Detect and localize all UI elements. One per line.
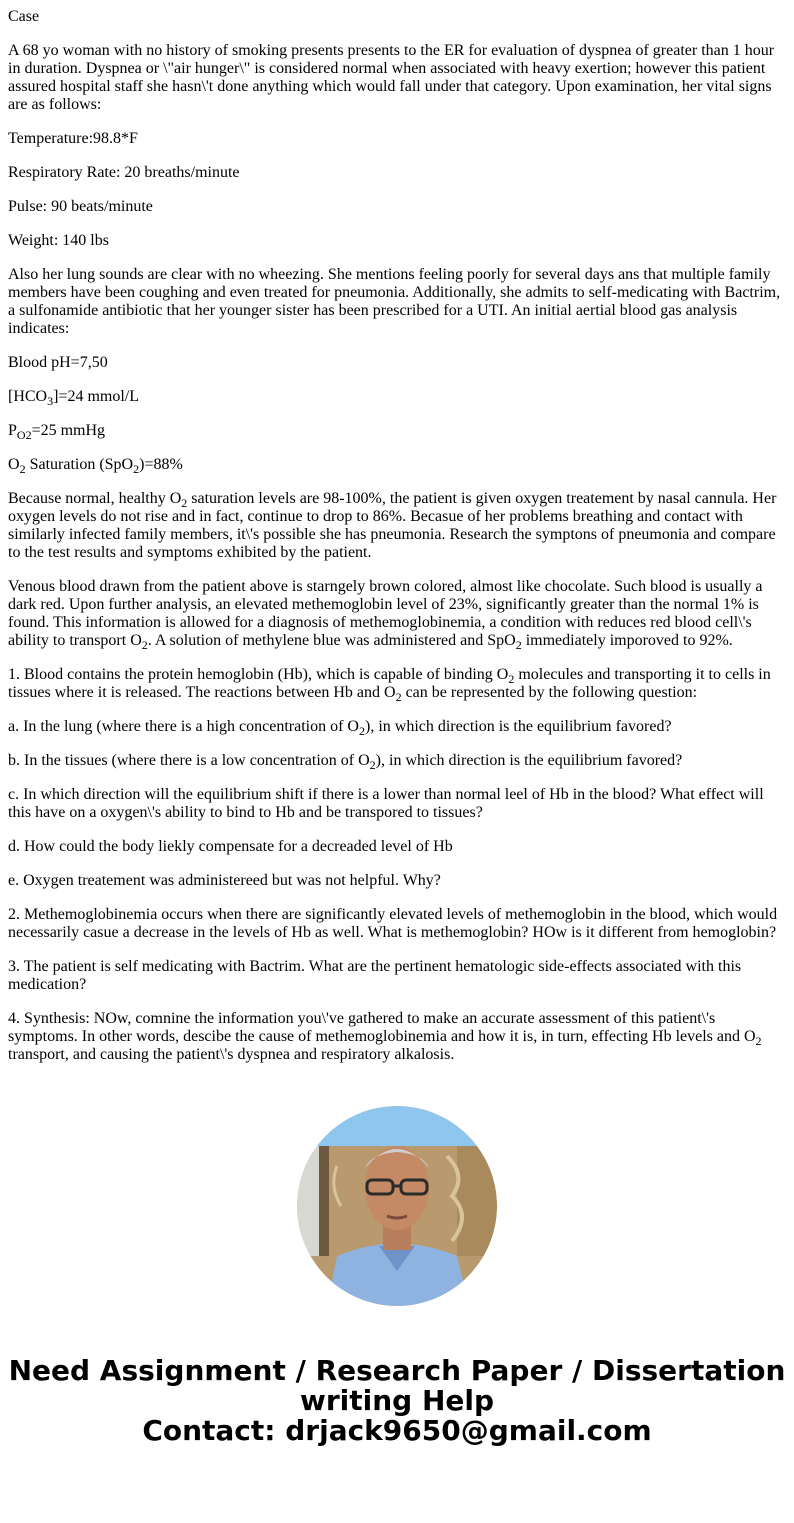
question-1-subscript-1: 2 [508, 672, 515, 686]
venous-subscript-1: 2 [141, 638, 148, 652]
promo-contact: Contact: drjack9650@gmail.com [142, 1414, 652, 1447]
question-1d: d. How could the body liekly compensate for a decreaded level of Hb [8, 838, 453, 855]
vital-respiratory-rate: Respiratory Rate: 20 breaths/minute [8, 164, 240, 181]
question-1b-text-b: ), in which direction is the equilibrium favored? [375, 752, 683, 769]
promo-banner [0, 1356, 794, 1446]
blood-o2-saturation [8, 456, 786, 474]
question-4-subscript: 2 [755, 1034, 762, 1048]
venous-paragraph [8, 578, 786, 650]
intro-paragraph: A 68 yo woman with no history of smoking presents presents to the ER for evaluation of dyspnea of greater than 1 hour in duration. Dyspnea or \"air hunger\" is considered normal when associated with heavy exertion; however this patient assured hospital staff she hasn\'t done anything which would fall under that category. Upon examination, her vital signs are as follows: [8, 42, 775, 113]
hco3-prefix: [HCO [8, 388, 48, 405]
question-3: 3. The patient is self medicating with Bactrim. What are the pertinent hematologic side-effects associated with this medication? [8, 958, 742, 993]
o2sat-text-a: O [8, 456, 20, 473]
vital-weight: Weight: 140 lbs [8, 232, 109, 249]
blood-ph: Blood pH=7,50 [8, 354, 108, 371]
question-1e: e. Oxygen treatement was administereed but was not helpful. Why? [8, 872, 441, 889]
oxygen-text-a: Because normal, healthy O [8, 490, 182, 507]
lung-paragraph: Also her lung sounds are clear with no wheezing. She mentions feeling poorly for several days ans that multiple family members have been coughing and even treated for pneumonia. Additionally, she admits to self-medicating with Bactrim, a sulfonamide antibiotic that her younger sister has been prescribed for a UTI. An initial aertial blood gas analysis indicates: [8, 266, 781, 337]
blood-po2 [8, 422, 786, 440]
po2-subscript: O2 [16, 428, 32, 442]
question-1c: c. In which direction will the equilibrium shift if there is a lower than normal leel of Hb in the blood? What effect will this have on a oxygen\'s ability to bind to Hb and be transpored to tissues? [8, 786, 764, 821]
vital-temperature: Temperature:98.8*F [8, 130, 138, 147]
author-photo [297, 1106, 497, 1306]
case-heading: Case [8, 8, 40, 25]
question-1a-text-b: ), in which direction is the equilibrium favored? [364, 718, 672, 735]
oxygen-paragraph [8, 490, 786, 562]
promo-line-1: Need Assignment / Research Paper / Dissertation [8, 1354, 786, 1387]
venous-text-b: . A solution of methylene blue was administered and SpO [147, 632, 516, 649]
venous-text-a: Venous blood drawn from the patient above is starngely brown colored, almost like chocolate. Such blood is usually a dark red. Upon further analysis, an elevated methemoglobin level of 23%, significantly greater than the normal 1% is found. This information is allowed for a diagnosis of methemoglobinemia, a condition with reduces red blood cell\'s ability to transport O [8, 578, 763, 649]
question-1b-subscript: 2 [369, 758, 376, 772]
question-4-text-b: transport, and causing the patient\'s dyspnea and respiratory alkalosis. [8, 1046, 455, 1063]
hco3-subscript: 3 [47, 394, 54, 408]
po2-value: =25 mmHg [31, 422, 106, 439]
o2sat-value: )=88% [139, 456, 183, 473]
question-1-text-a: 1. Blood contains the protein hemoglobin (Hb), which is capable of binding O [8, 666, 509, 683]
question-1b-text-a: b. In the tissues (where there is a low concentration of O [8, 752, 370, 769]
question-1-text-b: molecules and transporting it to cells in tissues where it is released. The reactions between Hb and O [8, 666, 771, 701]
oxygen-text-b: saturation levels are 98-100%, the patient is given oxygen treatement by nasal cannula. Her oxygen levels do not rise and in fact, continue to drop to 86%. Becasue of her problems breathing and contact with similarly infected family members, it\'s possible she has pneumonia. Research the symptons of pneumonia and compare to the test results and symptoms exhibited by the patient. [8, 490, 777, 561]
question-1 [8, 666, 786, 702]
question-1a-subscript: 2 [358, 724, 365, 738]
venous-text-c: immediately imporoved to 92%. [521, 632, 733, 649]
promo-line-2: writing Help [299, 1384, 495, 1417]
o2sat-subscript-2: 2 [133, 462, 140, 476]
question-4-text-a: 4. Synthesis: NOw, comnine the information you\'ve gathered to make an accurate assessment of this patient\'s symptoms. In other words, descibe the cause of methemoglobinemia and how it is, in turn, effecting Hb levels and O [8, 1010, 756, 1045]
hco3-value: ]=24 mmol/L [53, 388, 140, 405]
question-1a [8, 718, 786, 736]
vital-pulse: Pulse: 90 beats/minute [8, 198, 153, 215]
question-1-text-c: can be represented by the following question: [401, 684, 698, 701]
question-1a-text-a: a. In the lung (where there is a high concentration of O [8, 718, 359, 735]
o2sat-text-b: Saturation (SpO [25, 456, 134, 473]
o2sat-subscript-1: 2 [19, 462, 26, 476]
blood-hco3 [8, 388, 786, 406]
oxygen-subscript: 2 [181, 496, 188, 510]
question-2: 2. Methemoglobinemia occurs when there are significantly elevated levels of methemoglobin in the blood, which would necessarily casue a decrease in the levels of Hb as well. What is methemoglobin? HOw is it different from hemoglobin? [8, 906, 778, 941]
question-4 [8, 1010, 786, 1064]
question-1b [8, 752, 786, 770]
photo-container [0, 1106, 794, 1306]
po2-prefix: P [8, 422, 17, 439]
venous-subscript-2: 2 [515, 638, 522, 652]
question-1-subscript-2: 2 [395, 690, 402, 704]
